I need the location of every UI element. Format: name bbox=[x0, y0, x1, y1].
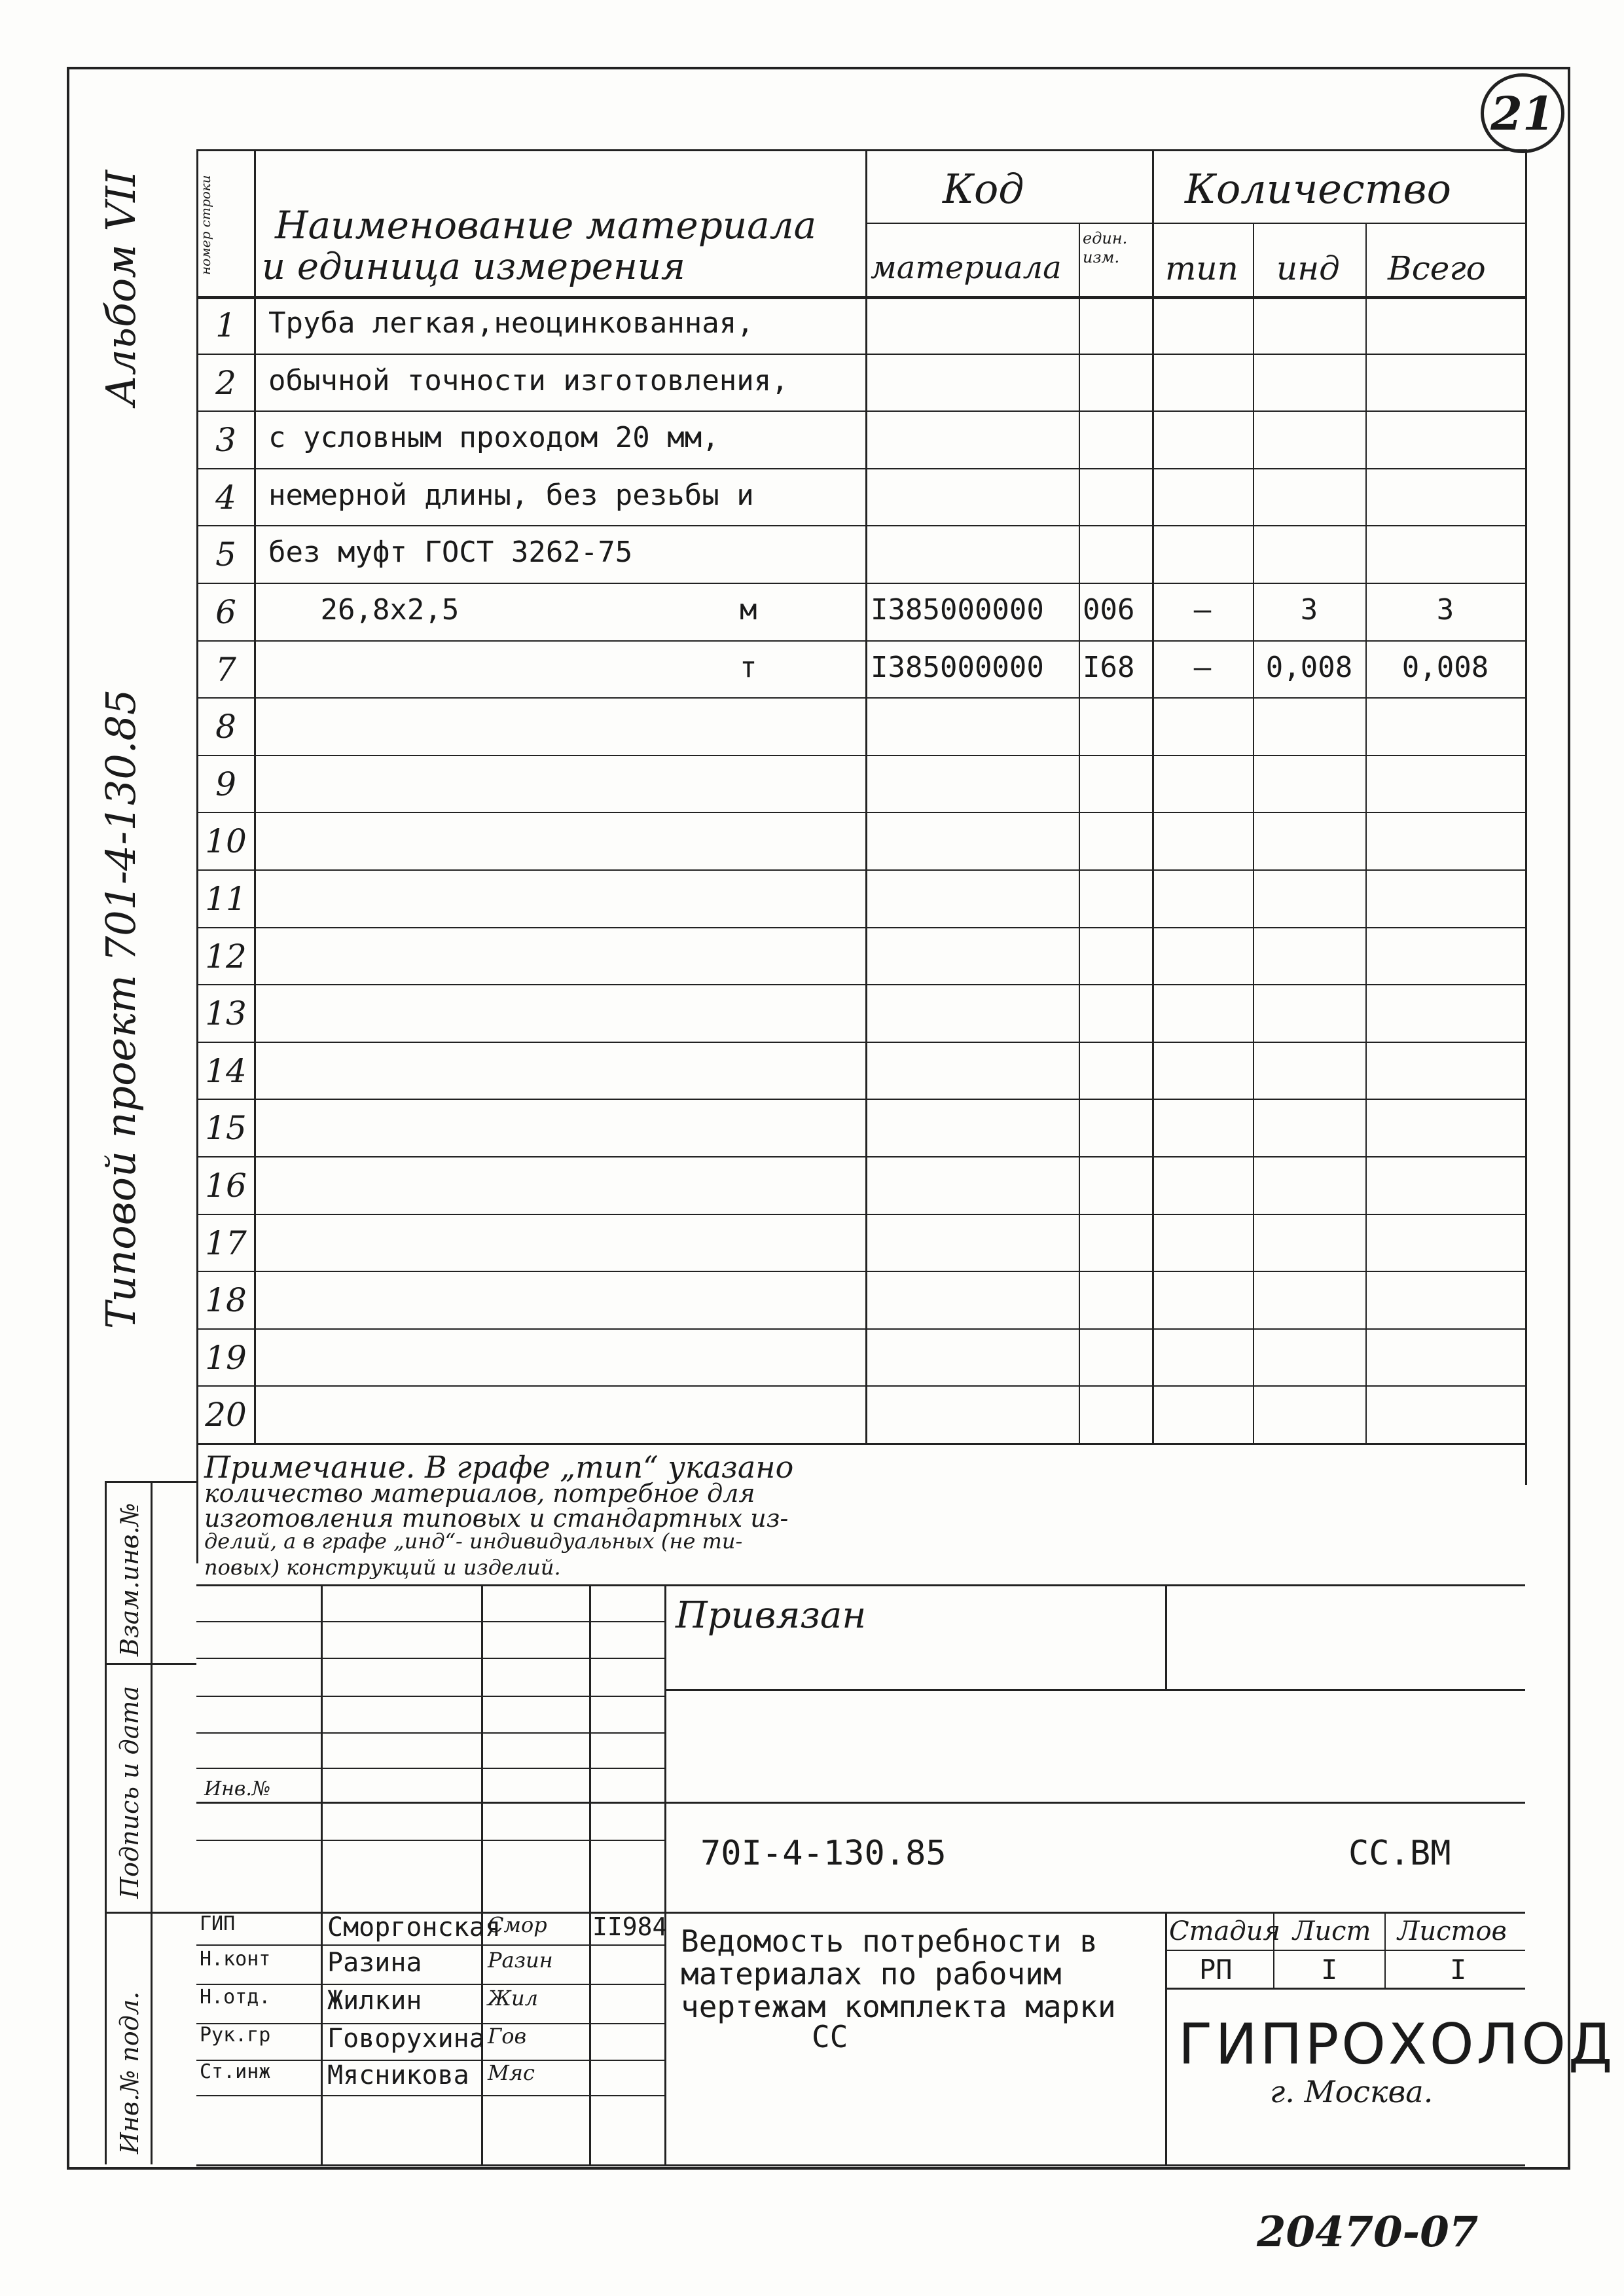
note-line-1: Примечание. В графе „тип“ указано bbox=[204, 1449, 794, 1485]
row-number: 15 bbox=[205, 1109, 247, 1147]
row-number: 3 bbox=[215, 421, 236, 459]
row-number: 20 bbox=[205, 1396, 247, 1434]
row-ind: 3 bbox=[1300, 593, 1318, 627]
row-number: 1 bbox=[215, 306, 236, 344]
doc-title-4: СС bbox=[812, 2019, 848, 2054]
stamp-label-replace: Взам.инв.№ bbox=[115, 1503, 144, 1656]
row-number: 12 bbox=[205, 938, 247, 975]
row-unit-code: I68 bbox=[1083, 651, 1135, 684]
footer-code: 20470-07 bbox=[1257, 2208, 1479, 2257]
header-material: материала bbox=[871, 249, 1062, 286]
signer-signature: Гов bbox=[488, 2024, 527, 2049]
row-unit-name: м bbox=[740, 593, 757, 627]
row-unit-name: т bbox=[740, 651, 757, 684]
inv-no-label: Инв.№ bbox=[204, 1777, 271, 1800]
row-type: – bbox=[1193, 651, 1212, 684]
sheet-value: I bbox=[1321, 1954, 1338, 1986]
signer-signature: Смор bbox=[488, 1912, 547, 1937]
organization-city: г. Москва. bbox=[1270, 2074, 1434, 2109]
row-number: 9 bbox=[215, 765, 236, 803]
note-line-3: изготовления типовых и стандартных из- bbox=[204, 1504, 789, 1533]
signer-name: Разина bbox=[327, 1948, 422, 1978]
doc-title-1: Ведомость потребности в bbox=[681, 1923, 1098, 1959]
row-total: 0,008 bbox=[1401, 651, 1489, 684]
row-number: 4 bbox=[215, 479, 236, 517]
row-total: 3 bbox=[1436, 593, 1454, 627]
header-ind: инд bbox=[1276, 249, 1340, 287]
album-label: Альбом VII bbox=[97, 170, 145, 406]
row-number: 11 bbox=[205, 880, 247, 918]
header-total: Всего bbox=[1388, 249, 1486, 287]
row-name: 26,8x2,5 bbox=[268, 593, 460, 627]
stage-value: РП bbox=[1199, 1954, 1233, 1986]
doc-mark: СС.ВМ bbox=[1348, 1834, 1451, 1873]
note-line-5: повых) конструкций и изделий. bbox=[204, 1555, 561, 1580]
sheets-label: Листов bbox=[1398, 1916, 1507, 1946]
row-name: без муфт ГОСТ 3262-75 bbox=[268, 536, 633, 569]
doc-title-2: материалах по рабочим bbox=[681, 1956, 1062, 1992]
header-quantity: Количество bbox=[1185, 165, 1451, 213]
attached-label: Привязан bbox=[676, 1594, 867, 1637]
row-ind: 0,008 bbox=[1265, 651, 1353, 684]
signer-name: Говоpухина bbox=[327, 2024, 485, 2054]
row-code: I385000000 bbox=[871, 651, 1044, 684]
sheets-value: I bbox=[1450, 1954, 1467, 1986]
signer-name: Мясникова bbox=[327, 2060, 469, 2090]
row-number: 17 bbox=[205, 1224, 247, 1262]
row-name: Труба легкая,неоцинкованная, bbox=[268, 306, 754, 340]
sheet-number: 21 bbox=[1490, 86, 1555, 141]
signer-date: II984 bbox=[592, 1912, 668, 1941]
note-line-2: количество материалов, потребное для bbox=[204, 1479, 755, 1508]
designation: 70I-4-130.85 bbox=[700, 1834, 947, 1873]
row-name: обычной точности изготовления, bbox=[268, 364, 789, 397]
stage-label: Стадия bbox=[1169, 1916, 1280, 1946]
signer-role: Ст.инж bbox=[200, 2060, 271, 2083]
header-name-2: и единица измерения bbox=[262, 246, 685, 288]
row-name: немерной длины, без резьбы и bbox=[268, 479, 754, 512]
header-code: Код bbox=[943, 165, 1024, 213]
row-number: 14 bbox=[205, 1052, 247, 1090]
header-row-no: номер строки bbox=[198, 175, 213, 275]
signer-name: Смоpгонская bbox=[327, 1912, 501, 1942]
note-line-4: делий, а в графе „инд“- индивидуальных (не ти- bbox=[204, 1529, 743, 1554]
row-number: 8 bbox=[215, 708, 236, 746]
stamp-label-inv: Инв.№ подл. bbox=[115, 1991, 144, 2154]
row-code: I385000000 bbox=[871, 593, 1044, 627]
row-number: 16 bbox=[205, 1167, 247, 1205]
signer-role: Рук.гр bbox=[200, 2024, 271, 2047]
sheet-number-badge bbox=[1481, 73, 1564, 153]
header-unit: един. изм. bbox=[1083, 229, 1128, 266]
signer-role: ГИП bbox=[200, 1912, 236, 1935]
signer-role: Н.отд. bbox=[200, 1986, 271, 2009]
organization: ГИПРОХОЛОД bbox=[1178, 2012, 1615, 2077]
signer-role: Н.конт bbox=[200, 1948, 271, 1971]
signer-signature: Разин bbox=[488, 1948, 553, 1973]
row-number: 2 bbox=[215, 364, 236, 402]
row-number: 19 bbox=[205, 1339, 247, 1377]
project-label: Типовой проект 701-4-130.85 bbox=[97, 689, 145, 1329]
row-number: 10 bbox=[205, 822, 247, 860]
row-unit-code: 006 bbox=[1083, 593, 1135, 627]
sheet-label: Лист bbox=[1293, 1916, 1371, 1946]
row-number: 18 bbox=[205, 1281, 247, 1319]
doc-title-3: чертежам комплекта марки bbox=[681, 1989, 1116, 2024]
row-type: – bbox=[1193, 593, 1212, 627]
row-name: с условным проходом 20 мм, bbox=[268, 421, 719, 454]
signer-signature: Мяс bbox=[488, 2060, 535, 2085]
row-number: 5 bbox=[215, 536, 236, 574]
signer-signature: Жил bbox=[488, 1986, 538, 2011]
stamp-label-signature: Подпись и дата bbox=[115, 1685, 144, 1899]
row-number: 13 bbox=[205, 994, 247, 1032]
signer-name: Жилкин bbox=[327, 1986, 422, 2016]
header-type: тип bbox=[1165, 249, 1238, 287]
header-name-1: Наименование материала bbox=[275, 203, 817, 247]
row-number: 7 bbox=[215, 651, 236, 689]
row-number: 6 bbox=[215, 593, 236, 631]
